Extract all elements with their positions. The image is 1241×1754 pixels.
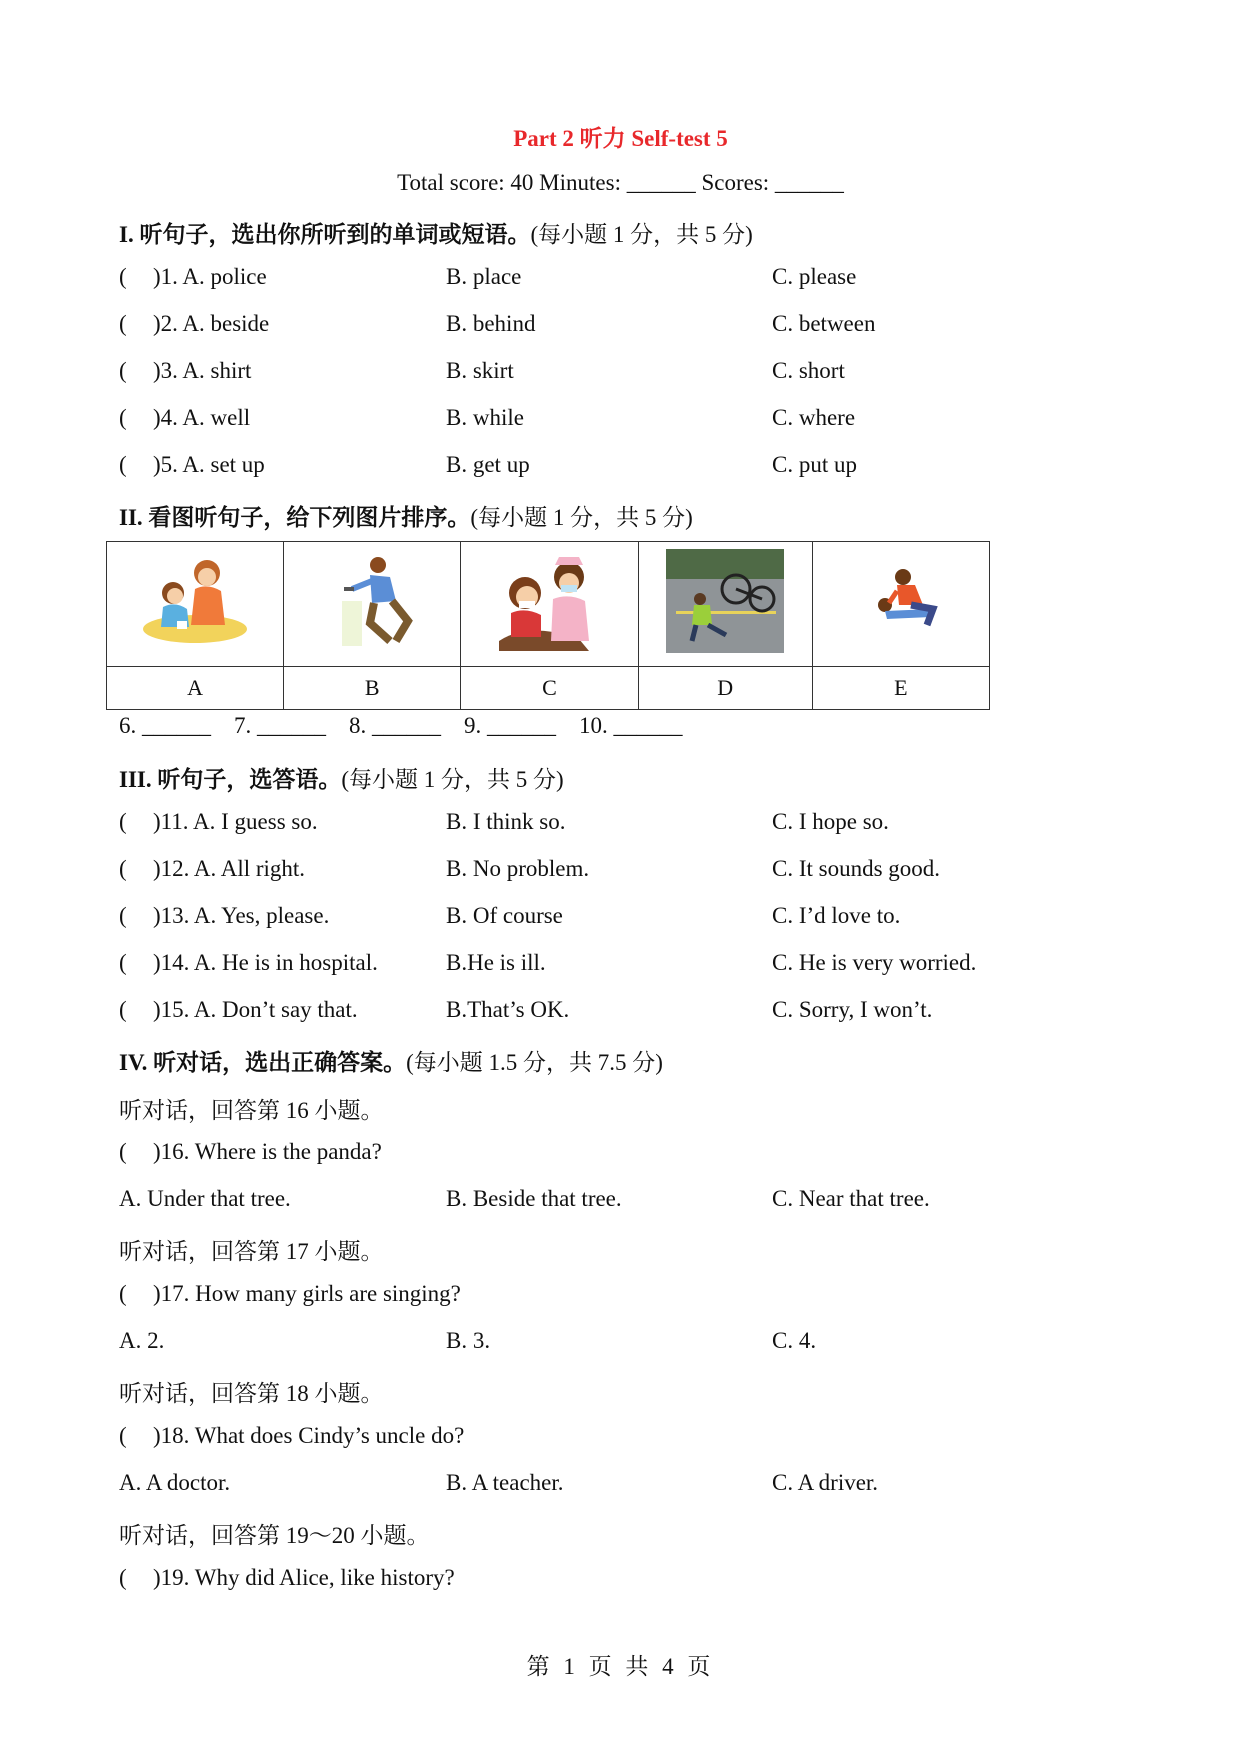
- instruction-16: 听对话，回答第 16 小题。: [119, 1098, 384, 1123]
- question-row: [0, 950, 1241, 980]
- picture-c: [461, 542, 638, 667]
- question-text: )19. Why did Alice, like history?: [153, 1565, 455, 1590]
- option-c: C. please: [772, 264, 857, 289]
- option-b: B.That’s OK.: [446, 997, 570, 1022]
- answer-paren[interactable]: (: [119, 1139, 127, 1164]
- page-title: Part 2 听力 Self-test 5: [513, 126, 728, 151]
- question-text: )17. How many girls are singing?: [153, 1281, 461, 1306]
- option-c: C. put up: [772, 452, 857, 477]
- option-b: B. A teacher.: [446, 1470, 564, 1495]
- question-text: )16. Where is the panda?: [153, 1139, 382, 1164]
- nurse-girl-image: [489, 551, 609, 651]
- answer-paren[interactable]: (: [119, 1423, 127, 1448]
- mother-daughter-image: [135, 551, 255, 651]
- question-16: [0, 1139, 1241, 1169]
- option-a: A. A doctor.: [119, 1470, 231, 1495]
- picture-label: A: [107, 667, 284, 710]
- section-1-title: I. 听句子，选出你所听到的单词或短语。: [119, 222, 531, 247]
- instruction-18: 听对话，回答第 18 小题。: [119, 1381, 384, 1406]
- picture-label: D: [638, 667, 812, 710]
- question-19: [0, 1565, 1241, 1595]
- option-b: B. get up: [446, 452, 530, 477]
- answer-paren[interactable]: (: [119, 452, 127, 477]
- picture-label: E: [812, 667, 989, 710]
- option-c: C. He is very worried.: [772, 950, 977, 975]
- option-c: C. 4.: [772, 1328, 817, 1353]
- section-4-note: (每小题 1.5 分，共 7.5 分): [406, 1050, 663, 1075]
- answer-paren[interactable]: (: [119, 1565, 127, 1590]
- answer-paren[interactable]: (: [119, 997, 127, 1022]
- section-3-note: (每小题 1 分，共 5 分): [341, 767, 564, 792]
- option-a: A. Under that tree.: [119, 1186, 291, 1211]
- answer-paren[interactable]: (: [119, 1281, 127, 1306]
- answer-paren[interactable]: (: [119, 311, 127, 336]
- question-row: [0, 405, 1241, 435]
- option-a: )13. A. Yes, please.: [153, 903, 330, 928]
- answer-paren[interactable]: (: [119, 264, 127, 289]
- option-c: C. where: [772, 405, 856, 430]
- section-3-title: III. 听句子，选答语。: [119, 767, 342, 792]
- option-b: B. behind: [446, 311, 536, 336]
- options-18: [0, 1470, 1241, 1500]
- instruction-19-20: 听对话，回答第 19～20 小题。: [119, 1523, 430, 1548]
- answer-paren[interactable]: (: [119, 358, 127, 383]
- picture-label: B: [284, 667, 461, 710]
- option-b: B.He is ill.: [446, 950, 546, 975]
- option-a: )14. A. He is in hospital.: [153, 950, 378, 975]
- answer-paren[interactable]: (: [119, 950, 127, 975]
- picture-d: [638, 542, 812, 667]
- section-2-title: II. 看图听句子，给下列图片排序。: [119, 505, 471, 530]
- picture-e: [812, 542, 989, 667]
- order-blanks[interactable]: 6. ______ 7. ______ 8. ______ 9. ______ 10. ______: [119, 713, 683, 738]
- option-b: B. place: [446, 264, 522, 289]
- question-row: [0, 809, 1241, 839]
- option-c: C. It sounds good.: [772, 856, 941, 881]
- question-row: [0, 856, 1241, 886]
- first-aid-image: [841, 551, 961, 651]
- option-b: B. Of course: [446, 903, 563, 928]
- options-17: [0, 1328, 1241, 1358]
- option-b: B. Beside that tree.: [446, 1186, 622, 1211]
- answer-paren[interactable]: (: [119, 809, 127, 834]
- picture-label: C: [461, 667, 638, 710]
- option-c: C. Near that tree.: [772, 1186, 930, 1211]
- answer-paren[interactable]: (: [119, 405, 127, 430]
- bike-accident-photo: [666, 549, 784, 653]
- option-a: )12. A. All right.: [153, 856, 306, 881]
- option-a: )3. A. shirt: [153, 358, 252, 383]
- option-c: C. A driver.: [772, 1470, 879, 1495]
- man-falling-image: [312, 551, 432, 651]
- section-4-heading: [119, 1044, 663, 1077]
- option-a: A. 2.: [119, 1328, 165, 1353]
- option-c: C. I hope so.: [772, 809, 889, 834]
- answer-paren[interactable]: (: [119, 903, 127, 928]
- section-2-note: (每小题 1 分，共 5 分): [470, 505, 693, 530]
- option-a: )15. A. Don’t say that.: [153, 997, 358, 1022]
- options-16: [0, 1186, 1241, 1216]
- score-line: Total score: 40 Minutes: ______ Scores: ______: [397, 170, 844, 195]
- option-a: )4. A. well: [153, 405, 251, 430]
- option-b: B. 3.: [446, 1328, 491, 1353]
- section-1-heading: [119, 216, 753, 249]
- question-17: [0, 1281, 1241, 1311]
- option-c: C. I’d love to.: [772, 903, 901, 928]
- option-b: B. skirt: [446, 358, 514, 383]
- question-18: [0, 1423, 1241, 1453]
- question-row: [0, 358, 1241, 388]
- section-2-heading: [119, 499, 693, 532]
- question-row: [0, 452, 1241, 482]
- option-a: )5. A. set up: [153, 452, 265, 477]
- instruction-17: 听对话，回答第 17 小题。: [119, 1239, 384, 1264]
- option-b: B. No problem.: [446, 856, 590, 881]
- picture-table: [106, 541, 990, 710]
- option-b: B. while: [446, 405, 524, 430]
- picture-a: [107, 542, 284, 667]
- question-row: [0, 997, 1241, 1027]
- option-c: C. Sorry, I won’t.: [772, 997, 933, 1022]
- option-c: C. short: [772, 358, 845, 383]
- picture-b: [284, 542, 461, 667]
- section-4-title: IV. 听对话，选出正确答案。: [119, 1050, 407, 1075]
- option-a: )2. A. beside: [153, 311, 270, 336]
- page-footer: 第 1 页 共 4 页: [526, 1654, 715, 1679]
- question-row: [0, 264, 1241, 294]
- question-row: [0, 903, 1241, 933]
- option-c: C. between: [772, 311, 876, 336]
- section-1-note: (每小题 1 分，共 5 分): [530, 222, 753, 247]
- question-text: )18. What does Cindy’s uncle do?: [153, 1423, 465, 1448]
- question-row: [0, 311, 1241, 341]
- section-3-heading: [119, 761, 564, 794]
- option-a: )11. A. I guess so.: [153, 809, 318, 834]
- option-a: )1. A. police: [153, 264, 267, 289]
- answer-paren[interactable]: (: [119, 856, 127, 881]
- option-b: B. I think so.: [446, 809, 566, 834]
